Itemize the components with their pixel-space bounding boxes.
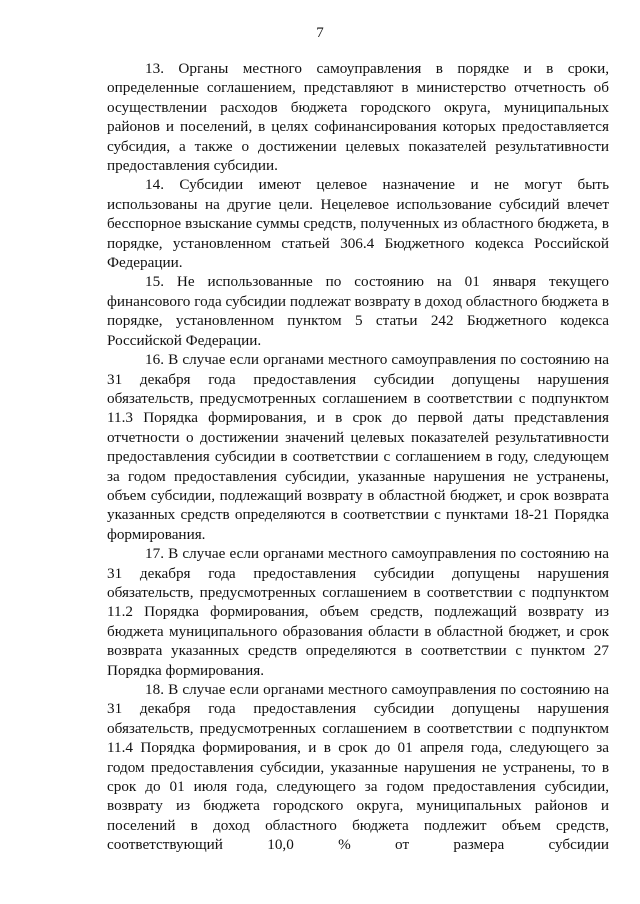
paragraph-17: 17. В случае если органами местного самоуправления по состоянию на 31 декабря года предоставления субсидии допущены нарушения обязательств, предусмотренных соглашением в соответствии с подпунктом 11.2 Порядка формирования, объем средств, подлежащий возврату из бюджета муниципального образования области в областной бюджет, и срок возврата указанных средств определяются в соответствии с пунктом 27 Порядка формирования. (107, 545, 609, 679)
paragraph-16: 16. В случае если органами местного самоуправления по состоянию на 31 декабря года предоставления субсидии допущены нарушения обязательств, предусмотренных соглашением в соответствии с подпунктом 11.3 Порядка формирования, и в срок до первой даты представления отчетности о достижении значений целевых показателей результативности предоставления субсидии в соответствии с соглашением в году, следующем за годом предоставления субсидии, указанные нарушения не устранены, объем субсидии, подлежащий возврату в областной бюджет, и срок возврата указанных средств определяются в соответствии с пунктами 18-21 Порядка формирования. (107, 351, 609, 543)
paragraph-18: 18. В случае если органами местного самоуправления по состоянию на 31 декабря года предоставления субсидии допущены нарушения обязательств, предусмотренных соглашением в соответствии с подпунктом 11.4 Порядка формирования, и в срок до 01 апреля года, следующего за годом предоставления субсидии, указанные нарушения не устранены, то в срок до 01 июля года, следующего за годом предоставления субсидии, возврату из бюджета городского округа, муниципальных районов и поселений в доход областного бюджета подлежит объем средств, соответствующий 10,0 % от размера субсидии (107, 681, 609, 854)
paragraph-13: 13. Органы местного самоуправления в порядке и в сроки, определенные соглашением, представляют в министерство отчетность об осуществлении расходов бюджета городского округа, муниципальных районов и поселений, в целях софинансирования которых предоставляется субсидия, а также о достижении целевых показателей результативности предоставления субсидии. (107, 60, 609, 175)
page-number: 7 (316, 25, 324, 41)
paragraph-14: 14. Субсидии имеют целевое назначение и не могут быть использованы на другие цели. Нецелевое использование субсидий влечет бесспорное взыскание суммы средств, полученных из областного бюджета, в порядке, установленном статьей 306.4 Бюджетного кодекса Российской Федерации. (107, 176, 609, 272)
document-body (107, 59, 609, 855)
paragraph-15: 15. Не использованные по состоянию на 01 января текущего финансового года субсидии подлежат возврату в доход областного бюджета в порядке, установленном пунктом 5 статьи 242 Бюджетного кодекса Российской Федерации. (107, 273, 609, 349)
